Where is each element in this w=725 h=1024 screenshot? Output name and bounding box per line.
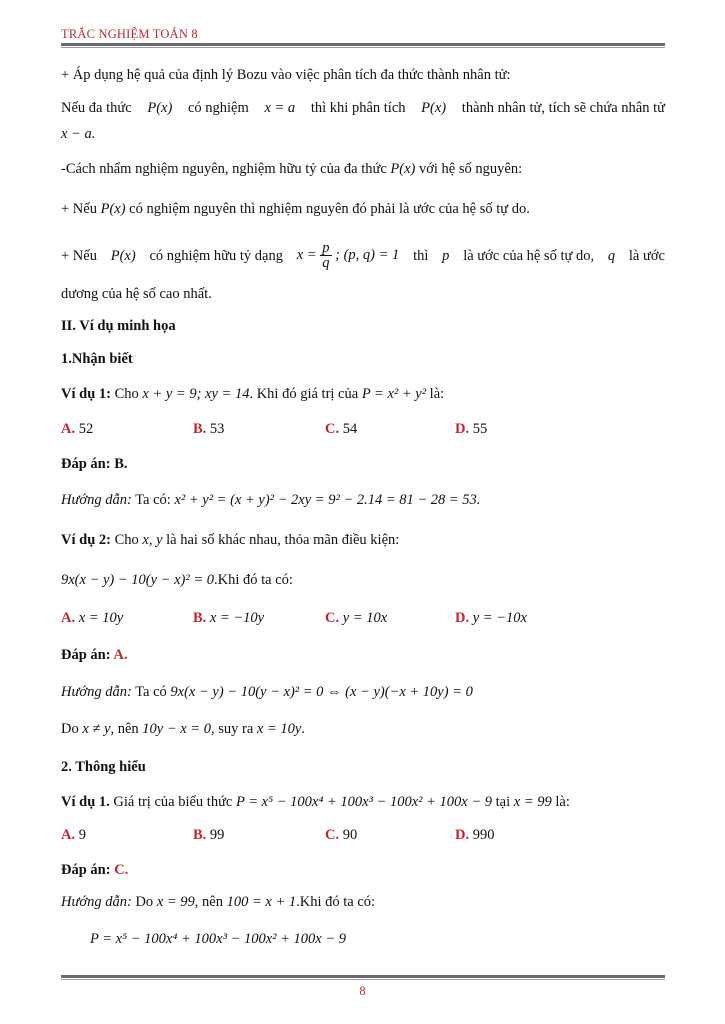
example-2-condition: 9x(x − y) − 10(y − x)² = 0.Khi đó ta có:	[61, 572, 293, 588]
example-2-option-b: B. x = −10y	[193, 610, 265, 626]
math-px: P(x)	[110, 247, 136, 264]
example-2-option-a: A. x = 10y	[61, 610, 124, 626]
example-3-answer: Đáp án: C.	[61, 862, 129, 878]
example-1-option-c: C. 54	[325, 421, 358, 437]
example-1-answer: Đáp án: B.	[61, 456, 128, 472]
example-1-option-d: D. 55	[455, 421, 488, 437]
math-px: P(x)	[100, 201, 126, 217]
text: có nghiệm	[187, 100, 249, 116]
example-1-question: Ví dụ 1: Cho x + y = 9; xy = 14. Khi đó giá trị của P = x² + y² là:	[61, 386, 445, 402]
text: thì khi phân tích	[310, 100, 406, 116]
intro-line-1: + Áp dụng hệ quả của định lý Bozu vào việc phân tích đa thức thành nhân tử:	[61, 67, 511, 83]
example-3-option-b: B. 99	[193, 827, 225, 843]
page-number: 8	[359, 984, 366, 998]
example-3-option-a: A. 9	[61, 827, 86, 843]
example-3-option-d: D. 990	[455, 827, 495, 843]
text: có nghiệm nguyên thì nghiệm nguyên đó phải là ước của hệ số tự do.	[129, 201, 530, 217]
footer-rule-thin	[61, 979, 665, 980]
text: thì	[413, 247, 429, 264]
text: Nếu đa thức	[61, 100, 132, 116]
math-px: P(x)	[147, 100, 173, 116]
text: có nghiệm hữu tỷ dạng	[149, 247, 283, 264]
math-px: P(x)	[390, 161, 416, 177]
example-3-question: Ví dụ 1. Giá trị của biểu thức P = x⁵ − 100x⁴ + 100x³ − 100x² + 100x − 9 tại x = 99 là:	[61, 794, 570, 810]
intro-line-7: dương của hệ số cao nhất.	[61, 286, 212, 302]
example-3-expression: P = x⁵ − 100x⁴ + 100x³ − 100x² + 100x − 9	[90, 931, 347, 947]
intro-line-2	[61, 99, 665, 117]
math-q: q	[607, 247, 616, 264]
subsection-recognize: 1.Nhận biết	[61, 351, 133, 367]
math-p: p	[442, 247, 450, 264]
example-1-option-a: A. 52	[61, 421, 94, 437]
example-2-question: Ví dụ 2: Cho x, y là hai số khác nhau, thỏa mãn điều kiện:	[61, 532, 400, 548]
math-px: P(x)	[421, 100, 447, 116]
example-2-conclusion: Do x ≠ y, nên 10y − x = 0, suy ra x = 10y.	[61, 721, 305, 737]
intro-line-4	[61, 160, 522, 178]
math-x-eq-a: x = a	[264, 100, 296, 116]
header-rule	[61, 43, 665, 46]
text: với hệ số nguyên:	[418, 161, 523, 177]
example-2-answer: Đáp án: A.	[61, 647, 128, 663]
example-3-option-c: C. 90	[325, 827, 358, 843]
subsection-understand: 2. Thông hiểu	[61, 759, 146, 775]
example-3-guide: Hướng dẫn: Do x = 99, nên 100 = x + 1.Khi đó ta có:	[61, 894, 376, 910]
fraction: $\frac{p}{q}$	[322, 240, 330, 271]
text: + Nếu	[61, 201, 97, 217]
intro-line-6	[61, 241, 665, 270]
text: là ước của hệ số tự do,	[463, 247, 595, 264]
example-1-option-b: B. 53	[193, 421, 225, 437]
text: thành nhân tử, tích sẽ chứa nhân tử	[461, 100, 665, 116]
intro-line-5	[61, 200, 530, 218]
text: + Nếu	[61, 247, 97, 264]
math-rational-root: x = $\frac{p}{q}$ ; (p, q) = 1	[296, 240, 400, 271]
section-title: II. Ví dụ minh họa	[61, 318, 176, 334]
footer-rule	[61, 975, 665, 978]
header-rule-thin	[61, 47, 665, 48]
page-header-title: TRẮC NGHIỆM TOÁN 8	[61, 27, 198, 41]
text: là ước	[628, 247, 665, 264]
example-2-option-d: D. y = −10x	[455, 610, 527, 626]
intro-line-3: x − a.	[61, 126, 96, 142]
text: -Cách nhẩm nghiệm nguyên, nghiệm hữu tỷ của đa thức	[61, 161, 387, 177]
example-2-option-c: C. y = 10x	[325, 610, 388, 626]
example-2-guide: Hướng dẫn: Ta có 9x(x − y) − 10(y − x)² = 0 ⇔ (x − y)(−x + 10y) = 0	[61, 684, 473, 700]
example-1-guide: Hướng dẫn: Ta có: x² + y² = (x + y)² − 2xy = 9² − 2.14 = 81 − 28 = 53.	[61, 492, 481, 508]
